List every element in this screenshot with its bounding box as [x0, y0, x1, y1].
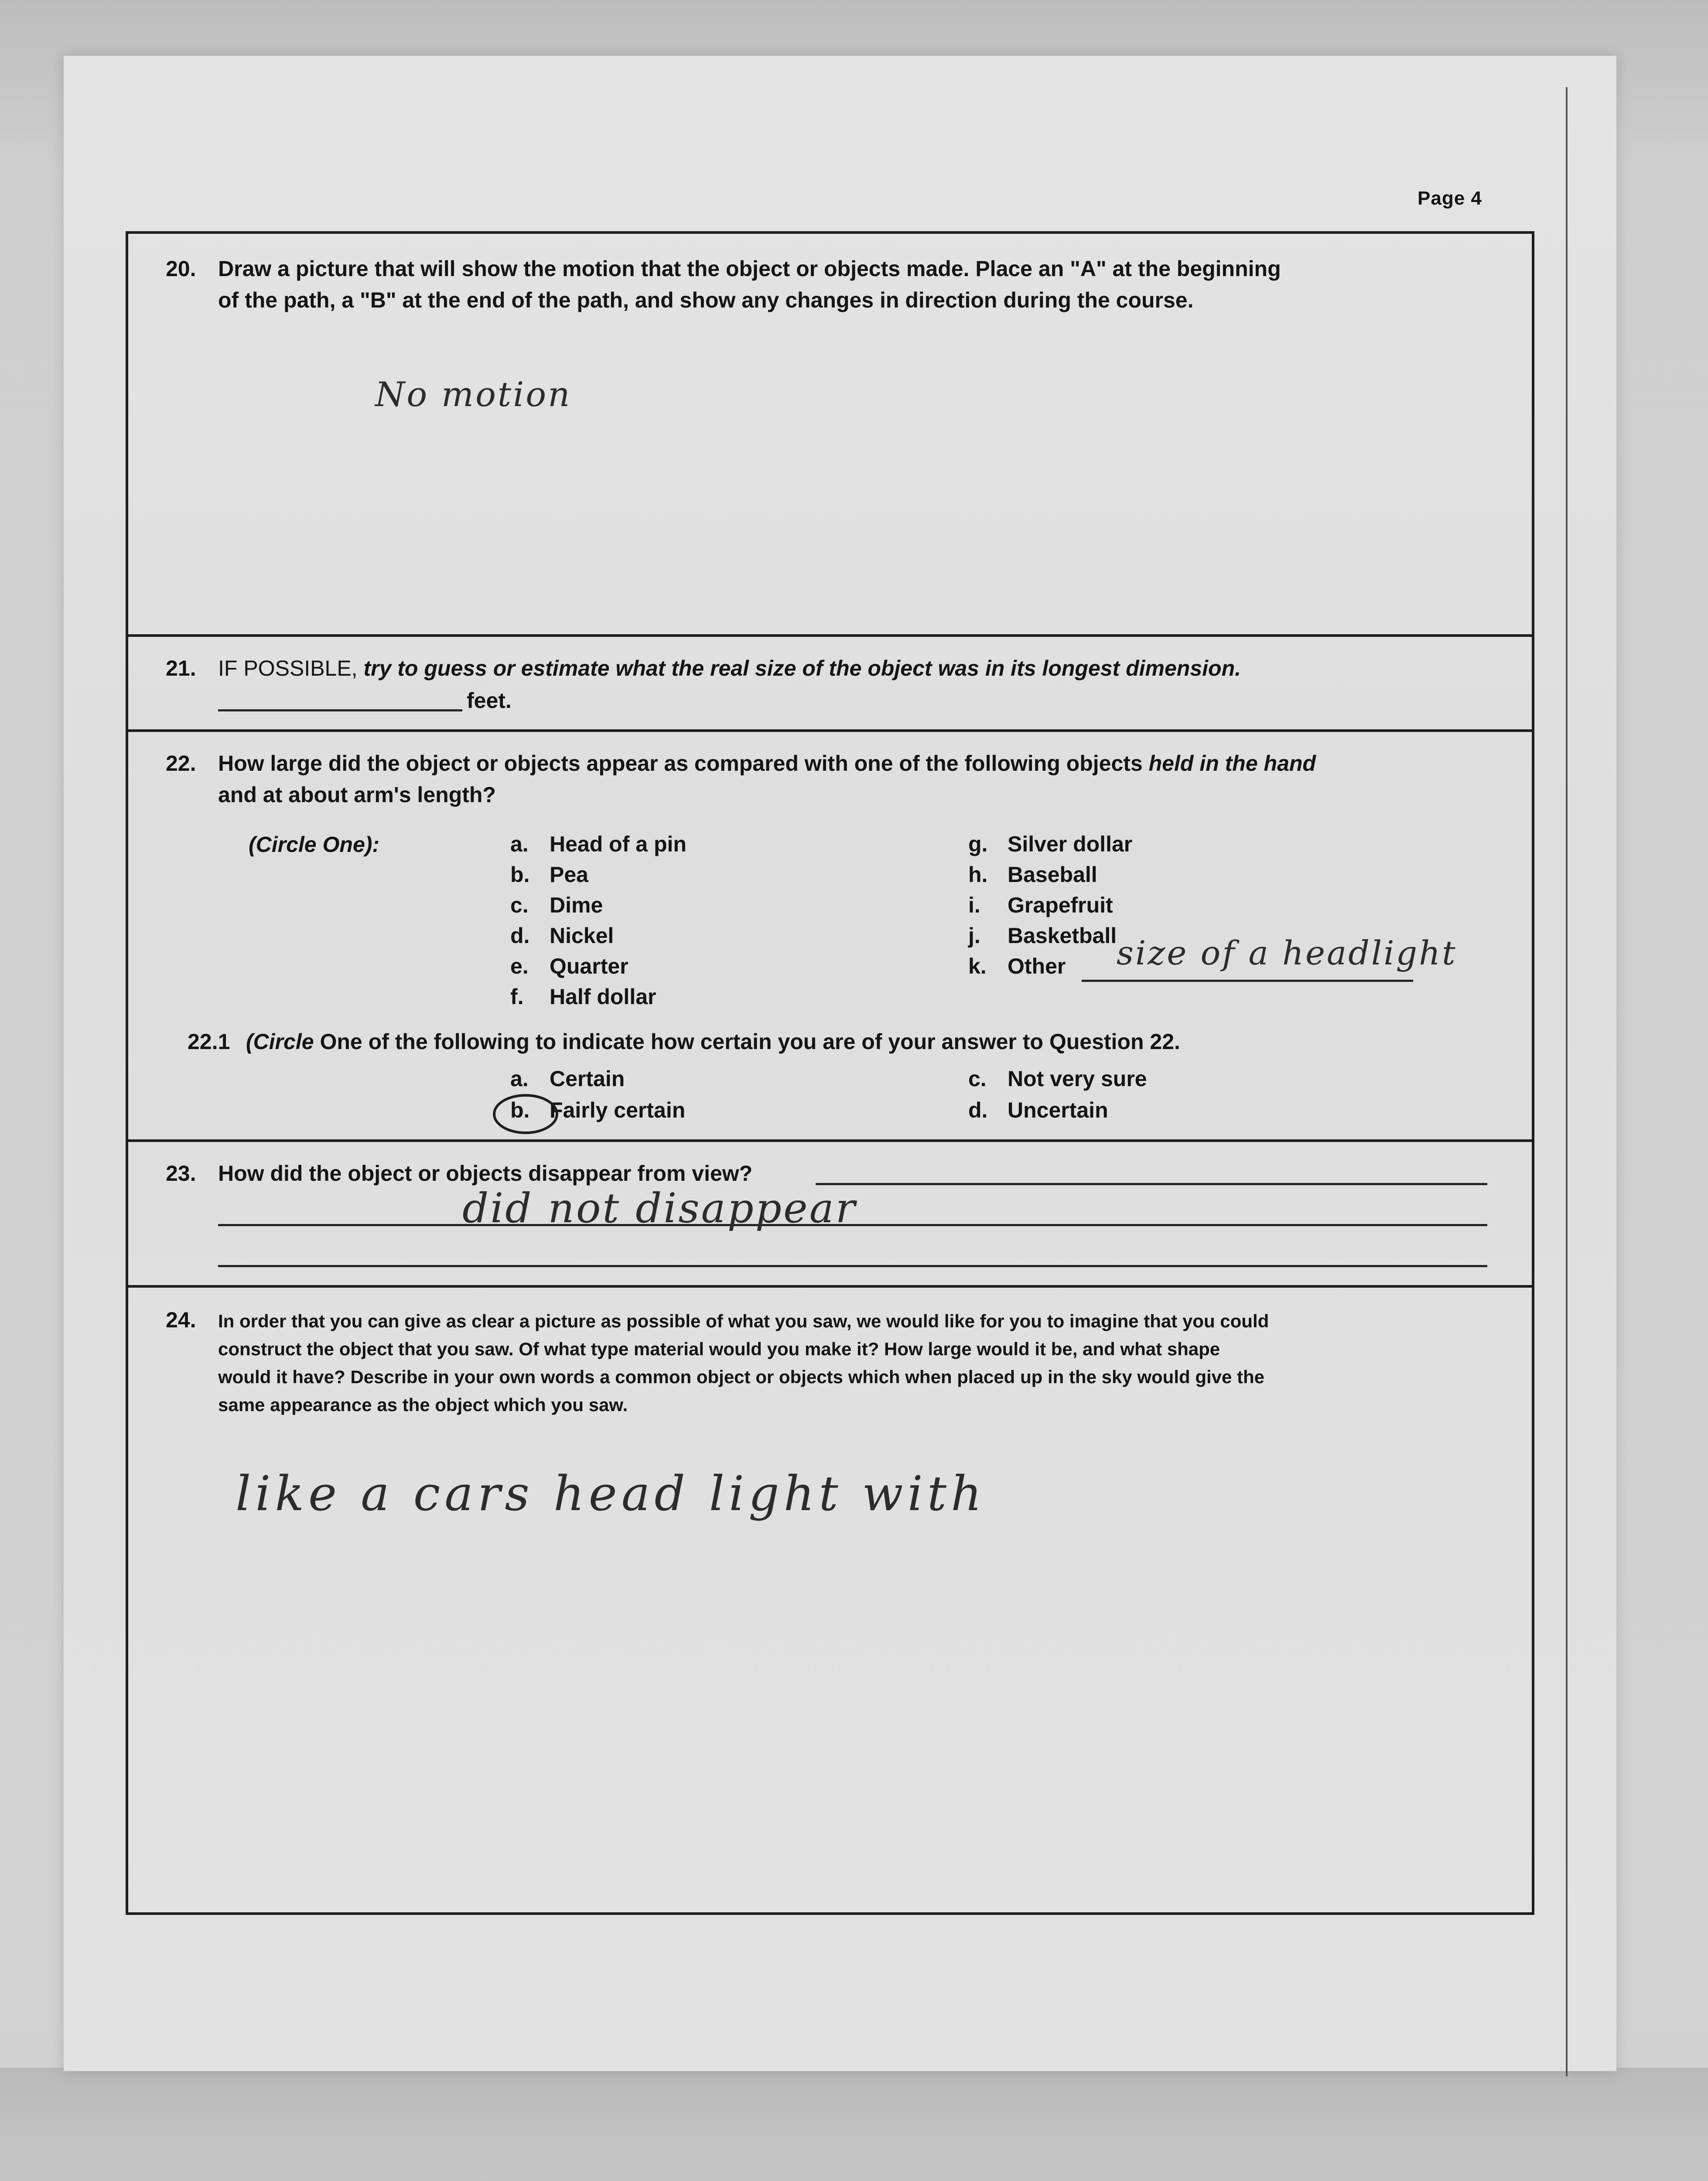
q22-1-option-d[interactable]: d. Uncertain — [968, 1098, 1108, 1122]
q22-1-text-b: One of the following to indicate how certain you are of your answer to Question 22. — [320, 1029, 1180, 1054]
q24-line4: same appearance as the object which you saw. — [218, 1395, 628, 1415]
q20-text-line1: Draw a picture that will show the motion that the object or objects made. Place an "A" at the beginning — [218, 256, 1281, 281]
q22-1-option-a[interactable]: a. Certain — [510, 1067, 625, 1091]
q21-prompt — [166, 653, 1241, 684]
scan-lower-margin — [0, 2068, 1708, 2181]
q23-text: How did the object or objects disappear from view? — [218, 1161, 753, 1186]
section-divider — [126, 1139, 1534, 1142]
q24-line1: In order that you can give as clear a picture as possible of what you saw, we would like for you to imagine that you could — [218, 1311, 1269, 1331]
section-divider — [126, 729, 1534, 732]
q24-number: 24. — [166, 1308, 196, 1332]
q22-number: 22. — [166, 751, 196, 776]
q22-option-c[interactable]: c. Dime — [510, 893, 603, 917]
q22-other-handwritten: size of a headlight — [1117, 933, 1457, 972]
q22-option-a[interactable]: a. Head of a pin — [510, 832, 687, 856]
selected-answer-circle — [493, 1094, 558, 1134]
form-frame — [126, 231, 1534, 1915]
q22-option-k[interactable]: k. Other — [968, 954, 1066, 978]
q22-text-line1: How large did the object or objects appear as compared with one of the following objects — [218, 751, 1143, 776]
q24-line2: construct the object that you saw. Of what type material would you make it? How large would it be, and what shape — [218, 1339, 1220, 1359]
q22-other-line[interactable] — [1082, 980, 1413, 982]
q22-emphasis: held in the hand — [1148, 751, 1316, 776]
section-divider — [126, 1285, 1534, 1288]
q22-option-b[interactable]: b. Pea — [510, 862, 588, 887]
q20-text-line2: of the path, a "B" at the end of the path, and show any changes in direction during the course. — [218, 288, 1194, 312]
page-number: Page 4 — [1418, 188, 1482, 209]
q23-number: 23. — [166, 1161, 196, 1186]
q20-number: 20. — [166, 256, 196, 281]
q22-option-g[interactable]: g. Silver dollar — [968, 832, 1133, 856]
q22-option-d[interactable]: d. Nickel — [510, 923, 614, 948]
q23-handwritten-answer: did not disappear — [462, 1185, 857, 1232]
q21-answer-line[interactable] — [218, 709, 462, 711]
q22-option-f[interactable]: f. Half dollar — [510, 985, 656, 1009]
q21-number: 21. — [166, 656, 196, 680]
q24-prompt — [166, 1306, 1269, 1419]
q21-text: try to guess or estimate what the real size of the object was in its longest dimension. — [363, 656, 1241, 680]
q22-prompt — [166, 748, 1316, 810]
q24-line3: would it have? Describe in your own words a common object or objects which when placed up in the sky would give the — [218, 1367, 1265, 1387]
q21-unit: feet. — [467, 688, 512, 713]
q22-option-e[interactable]: e. Quarter — [510, 954, 629, 978]
q22-1-text-a: (Circle — [246, 1029, 314, 1054]
q24-handwritten-answer: like a cars head light with — [236, 1466, 986, 1521]
q22-option-h[interactable]: h. Baseball — [968, 862, 1097, 887]
q22-1-option-b[interactable]: b. Fairly certain — [510, 1098, 686, 1122]
q22-1-number: 22.1 — [188, 1029, 230, 1054]
section-divider — [126, 634, 1534, 637]
q22-option-i[interactable]: i. Grapefruit — [968, 893, 1113, 917]
q22-instruction: (Circle One): — [249, 832, 380, 857]
q20-prompt — [166, 253, 1281, 316]
q22-1-prompt — [188, 1026, 1180, 1057]
q22-text-line2: and at about arm's length? — [218, 783, 496, 807]
q23-answer-line-1[interactable] — [816, 1183, 1487, 1185]
page-edge — [1566, 87, 1568, 2076]
q22-1-option-c[interactable]: c. Not very sure — [968, 1067, 1147, 1091]
q22-option-j[interactable]: j. Basketball — [968, 923, 1117, 948]
q20-handwritten-answer: No motion — [375, 375, 572, 414]
q23-answer-line-3[interactable] — [218, 1265, 1487, 1267]
q21-prefix: IF POSSIBLE, — [218, 656, 358, 680]
